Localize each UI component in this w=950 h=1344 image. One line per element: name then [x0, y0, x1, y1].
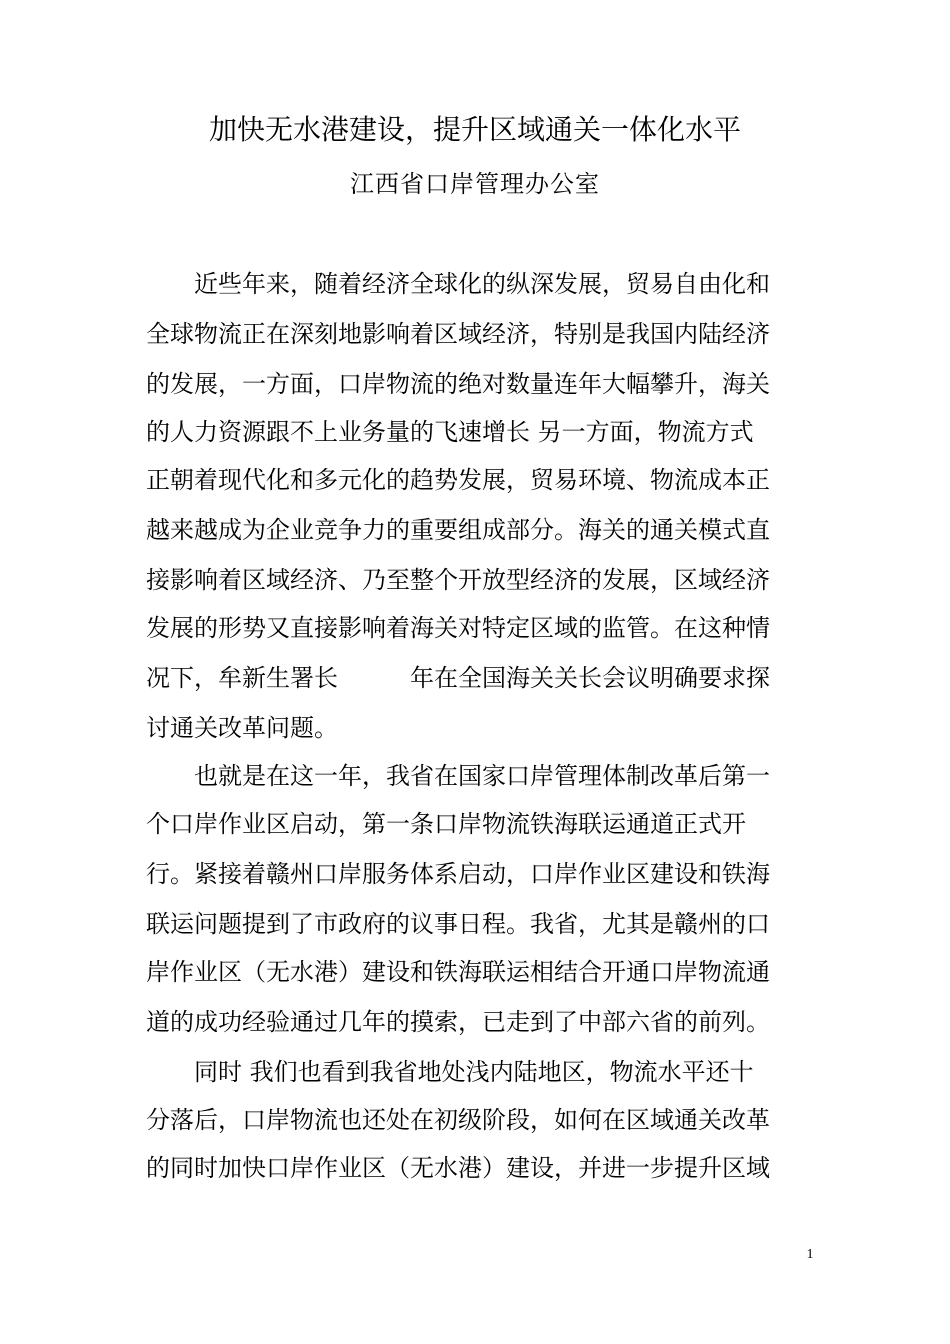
body-text-line: 个口岸作业区启动，第一条口岸物流铁海联运通道正式开	[146, 810, 746, 838]
body-text-line: 的发展，一方面，口岸物流的绝对数量连年大幅攀升，海关	[146, 370, 770, 398]
body-text-line: 全球物流正在深刻地影响着区域经济，特别是我国内陆经济	[146, 320, 770, 348]
body-text-line: 也就是在这一年，我省在国家口岸管理体制改革后第一	[146, 762, 770, 790]
body-text-line: 行。紧接着赣州口岸服务体系启动，口岸作业区建设和铁海	[146, 860, 770, 888]
body-text-line: 分落后，口岸物流也还处在初级阶段，如何在区域通关改革	[146, 1106, 770, 1134]
body-text-line: 接影响着区域经济、乃至整个开放型经济的发展，区域经济	[146, 566, 770, 594]
body-text-line: 的同时加快口岸作业区（无水港）建设，并进一步提升区域	[146, 1154, 770, 1182]
body-text-line: 近些年来，随着经济全球化的纵深发展，贸易自由化和	[146, 270, 770, 298]
body-text-line: 讨通关改革问题。	[146, 714, 338, 742]
body-text-line: 发展的形势又直接影响着海关对特定区域的监管。在这种情	[146, 614, 770, 642]
body-text-line: 同时 我们也看到我省地处浅内陆地区，物流水平还十	[146, 1058, 754, 1086]
body-text-line: 况下，牟新生署长 年在全国海关关长会议明确要求探	[146, 664, 770, 692]
body-text-line: 岸作业区（无水港）建设和铁海联运相结合开通口岸物流通	[146, 958, 770, 986]
body-text-line: 正朝着现代化和多元化的趋势发展，贸易环境、物流成本正	[146, 466, 770, 494]
document-title: 加快无水港建设，提升区域通关一体化水平	[208, 113, 741, 146]
body-text-line: 联运问题提到了市政府的议事日程。我省，尤其是赣州的口	[146, 910, 770, 938]
document-author: 江西省口岸管理办公室	[350, 170, 600, 198]
body-text-line: 的人力资源跟不上业务量的飞速增长 另一方面，物流方式	[146, 418, 754, 446]
body-text-line: 道的成功经验通过几年的摸索，已走到了中部六省的前列。	[146, 1008, 770, 1036]
body-text-line: 越来越成为企业竞争力的重要组成部分。海关的通关模式直	[146, 516, 770, 544]
page-number: 1	[806, 1247, 814, 1262]
